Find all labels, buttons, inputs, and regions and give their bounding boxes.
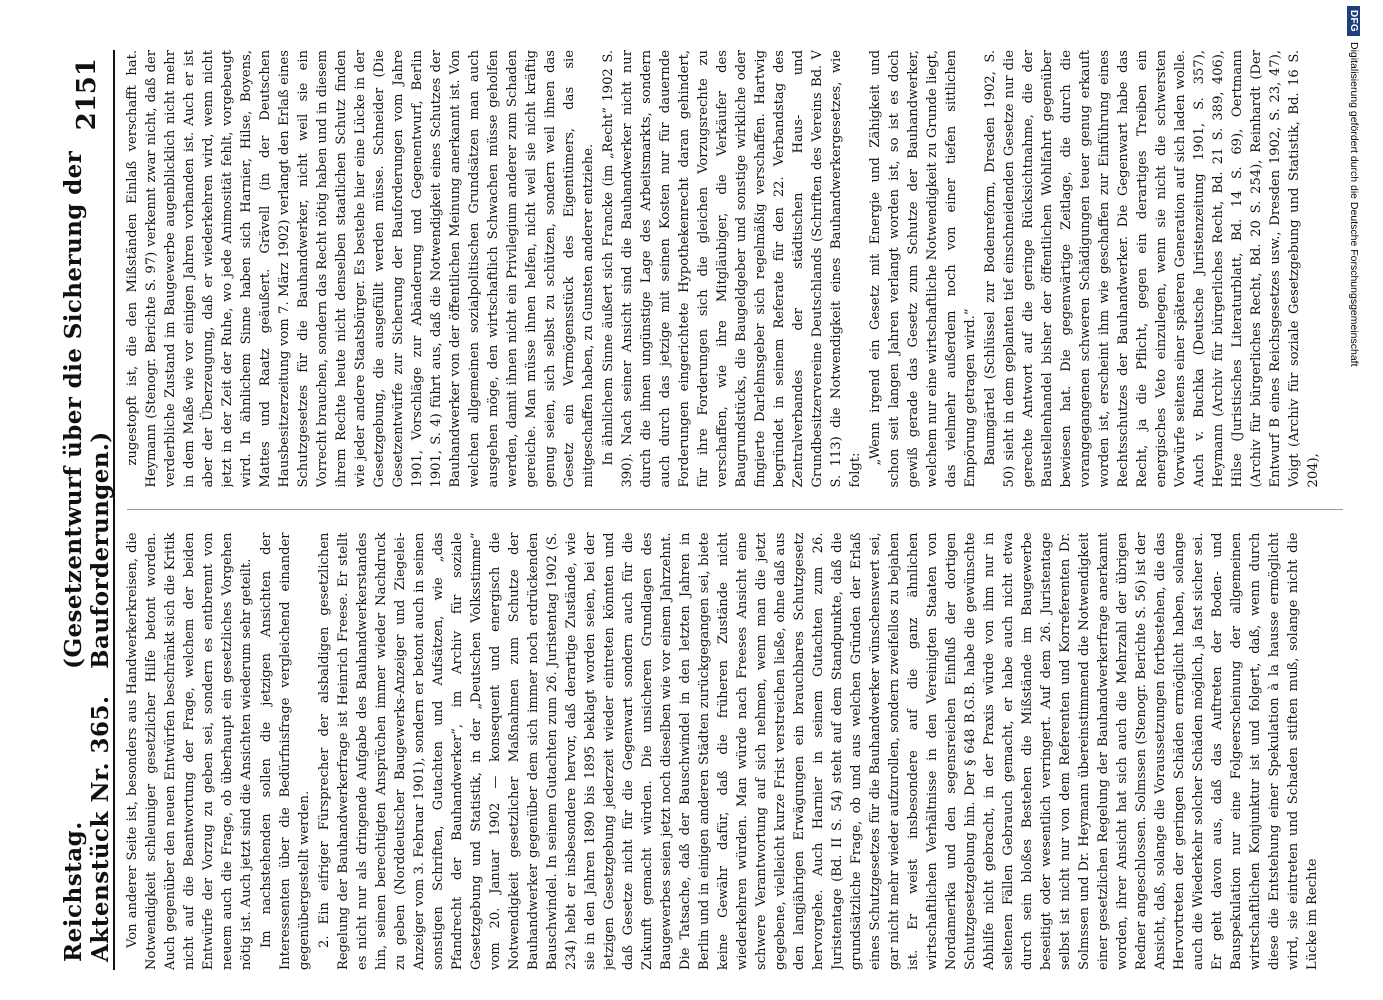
right-column <box>123 50 1347 488</box>
digitization-credit-text: Digitalisierung gefördert durch die Deutsche Forschungsgemeinschaft <box>1348 42 1360 367</box>
paragraph: Von anderer Seite ist, besonders aus Handwerkerkreisen, die Notwendigkeit schleuniger gesetzlicher Hilfe betont worden. Auch gegenüber den neuen Entwürfen beschränkt sich die Kritik nicht auf die Beantwortung der Frage, welchem der beiden Entwürfe der Vorzug zu geben sei, sondern es entbrennt von neuem auch die Frage, ob überhaupt ein gesetzliches Vorgehen nötig ist. Auch jetzt sind die Ansichten wiederum sehr geteilt. <box>125 532 254 970</box>
header-center-title: (Gesetzentwurf über die Sicherung der Bauforderungen.) <box>60 150 114 669</box>
quoted-paragraph: „Wenn irgend ein Gesetz mit Energie und Zähigkeit und schon seit langen Jahren verlangt worden ist, so ist es doch gewiß gerade das Gesetz zum Schutze der Bauhandwerker, welchem nur eine wirtschaftliche Notwendigkeit zu Grunde liegt, das vielmehr außerdem noch von einer tiefen sittlichen Empörung getragen wird.“ <box>868 50 978 488</box>
paragraph: Baumgärtel (Schlüssel zur Bodenreform, Dresden 1902, S. 50) sieht in dem geplanten tief einschneidenden Gesetze nur die gerechte Antwort auf die geringe Rücksichtnahme, die der Baustellenhandel bisher der öffentlichen Wohlfahrt gegenüber bewiesen hat. Die gegenwärtige Zeitlage, die durch die vorangegangenen schweren Schädigungen teuer genug erkauft worden ist, erscheint ihm wie geschaffen zur Einführung eines Rechtsschutzes der Bauhandwerker. Die Gegenwart habe das Recht, ja die Pflicht, gegen ein derartiges Treiben ein energisches Veto einzulegen, wenn sie nicht die schwersten Vorwürfe seitens einer späteren Generation auf sich laden wolle. Auch v. Buchka (Deutsche Juristenzeitung 1901, S. 357), Heymann (Archiv für bürgerliches Recht, Bd. 21 S. 389, 406), Hilse (Juristisches Literaturblatt, Bd. 14 S. 69), Oertmann (Archiv für bürgerliches Recht, Bd. 20 S. 254), Reinhardt (Der Entwurf B eines Reichsgesetzes usw., Dresden 1902, S. 23, 47), Voigt (Archiv für soziale Gesetzgebung und Statistik, Bd. 16 S. 204), <box>983 50 1321 488</box>
paragraph: 2. Ein eifriger Fürsprecher der alsbaldigen gesetzlichen Regelung der Bauhandwerkerfrage ist Heinrich Freese. Er stellt es nicht nur als dringende Aufgabe des Bauhandwerkerstandes hin, seinen berechtigten Ansprüchen immer wieder Nachdruck zu geben (Norddeutscher Baugewerks-Anzeiger und Ziegelei-Anzeiger vom 3. Februar 1901), sondern er betont auch in seinen sonstigen Schriften, Gutachten und Aufsätzen, wie „das Pfandrecht der Bauhandwerker“, im Archiv für soziale Gesetzgebung und Statistik, in der „Deutschen Volksstimme“ vom 20. Januar 1902 — konsequent und energisch die Notwendigkeit gesetzlicher Maßnahmen zum Schutze der Bauhandwerker gegenüber dem sich immer noch erdrückenden Bauschwindel. In seinem Gutachten zum 26. Juristentag 1902 (S. 234) hebt er insbesondere hervor, daß derartige Zustände, wie sie in den Jahren 1890 bis 1895 beklagt worden seien, bei der jetzigen Gesetzgebung jederzeit wieder eintreten könnten und daß Gesetze nicht für die Gegenwart sondern auch für die Zukunft gemacht würden. Die unsicheren Grundlagen des Baugewerbes seien jetzt noch dieselben wie vor einem Jahrzehnt. Die Tatsache, daß der Bauschwindel in den letzten Jahren in Berlin und in einigen anderen Städten zurückgegangen sei, biete keine Gewähr dafür, daß die früheren Zustände nicht wiederkehren würden. Man würde nach Freeses Ansicht eine schwere Verantwortung auf sich nehmen, wenn man die jetzt gegebene, vielleicht kurze Frist verstreichen ließe, ohne daß aus den langjährigen Erwägungen ein brauchbares Schutzgesetz hervorgehe. Auch Harnier in seinem Gutachten zum 26. Juristentage (Bd. II S. 54) steht auf dem Standpunkte, daß die grundsätzliche Frage, ob und aus welchen Gründen der Erlaß eines Schutzgesetzes für die Bauhandwerker wünschenswert sei, gar nicht mehr wieder aufzurollen, sondern zweifellos zu bejahen ist. Er weist insbesondere auf die ganz ähnlichen wirtschaftlichen Verhältnisse in den Vereinigten Staaten von Nordamerika und den segensreichen Einfluß der dortigen Schutzgesetzgebung hin. Der § 648 B.G.B. habe die gewünschte Abhilfe nicht gebracht, in der Praxis würde von ihm nur in seltenen Fällen Gebrauch gemacht, er habe auch nicht etwa durch sein bloßes Bestehen die Mißstände im Baugewerbe beseitigt oder wesentlich verringert. Auf dem 26. Juristentage selbst ist nicht nur von dem Referenten und Korreferenten Dr. Solmssen und Dr. Heymann übereinstimmend die Notwendigkeit einer gesetzlichen Regelung der Bauhandwerkerfrage anerkannt worden, ihrer Ansicht hat sich auch die Mehrzahl der übrigen Redner angeschlossen. Solmssen (Stenogr. Berichte S. 56) ist der Ansicht, daß, solange die Voraussetzungen fortbestehen, die das Hervortreten der geringen Schäden ermöglicht haben, solange auch die Wiederkehr solcher Schäden möglich, ja fast sicher sei. Er geht davon aus, daß das Auftreten der Boden- und Bauspekulation nur eine Folgeerscheinung der allgemeinen wirtschaftlichen Konjunktur ist und folgert, daß, wenn durch diese die Entstehung einer Spekulation à la hausse ermöglicht wird, sie eintreten und Schaden stiften muß, solange nicht die Lücke im Rechte <box>317 532 1320 970</box>
text-columns <box>123 50 1347 970</box>
paragraph: zugestopft ist, die den Mißständen Einlaß verschafft hat. Heymann (Stenogr. Berichte S. 97) verkennt zwar nicht, daß der verderbliche Zustand im Baugewerbe augenblicklich nicht mehr in dem Maße wie vor einigen Jahren vorhanden ist. Auch er ist aber der Überzeugung, daß er wiederkehren wird, wenn nicht jetzt in der Zeit der Ruhe, wo jede Animosität fehlt, vorgebeugt wird. In ähnlichem Sinne haben sich Harnier, Hilse, Boyens, Mattes und Raatz geäußert. Grävell (in der Deutschen Hausbesitzerzeitung vom 7. März 1902) verlangt den Erlaß eines Schutzgesetzes für die Bauhandwerker, nicht weil sie ein Vorrecht brauchen, sondern das Recht nötig haben und in diesem ihrem Rechte heute nicht denselben staatlichen Schutz finden wie jeder andere Staatsbürger. Es bestehe hier eine Lücke in der Gesetzgebung, die ausgefüllt werden müsse. Schneider (Die Gesetzentwürfe zur Sicherung der Bauforderungen vom Jahre 1901, Vorschläge zur Abänderung und Gegenentwurf, Berlin 1901, S. 4) führt aus, daß die Notwendigkeit eines Schutzes der Bauhandwerker von der öffentlichen Meinung anerkannt ist. Von welchen allgemeinen sozialpolitischen Grundsätzen man auch ausgehen möge, den wirtschaftlich Schwachen müsse geholfen werden, damit ihnen nicht ein Privilegium anderer zum Schaden gereiche. Man müsse ihnen helfen, nicht weil sie nicht kräftig genug seien, sich selbst zu schützen, sondern weil ihnen das Gesetz ein Vermögensstück des Eigentümers, das sie mitgeschaffen haben, zu Gunsten anderer entziehe. <box>125 50 596 488</box>
column-divider <box>127 510 1343 511</box>
dfg-logo: DFG <box>1348 6 1361 36</box>
header-left-title: Reichstag. Aktenstück Nr. 365. <box>60 695 114 962</box>
left-column <box>123 533 1347 971</box>
header-rule <box>113 50 115 970</box>
running-header <box>60 50 114 970</box>
digitization-note <box>1343 6 1383 996</box>
paragraph: In ähnlichem Sinne äußert sich Francke (im „Recht“ 1902 S. 390). Nach seiner Ansicht sind die Bauhandwerker nicht nur durch die ihnen ungünstige Lage des Arbeitsmarkts, sondern auch durch das jetzige mit seinen Kosten nur für dauernde Forderungen eingerichtete Hypothekenrecht daran gehindert, für ihre Forderungen sich die gleichen Vorzugsrechte zu verschaffen, wie ihre Mitgläubiger, die Verkäufer des Baugrundstücks, die Baugeldgeber und sonstige wirkliche oder fingierte Darlehnsgeber sich regelmäßig verschaffen. Hartwig begründet in seinem Referate für den 22. Verbandstag des Zentralverbandes der städtischen Haus- und Grundbesitzervereine Deutschlands (Schriften des Vereins Bd. V S. 113) die Notwendigkeit eines Bauhandwerkergesetzes, wie folgt: <box>601 50 863 488</box>
page-number: 2151 <box>72 58 102 131</box>
rotated-document-page <box>55 50 1347 970</box>
paragraph: Im nachstehenden sollen die jetzigen Ansichten der Interessenten über die Bedürfnisfrage vergleichend einander gegenübergestellt werden. <box>259 532 312 970</box>
